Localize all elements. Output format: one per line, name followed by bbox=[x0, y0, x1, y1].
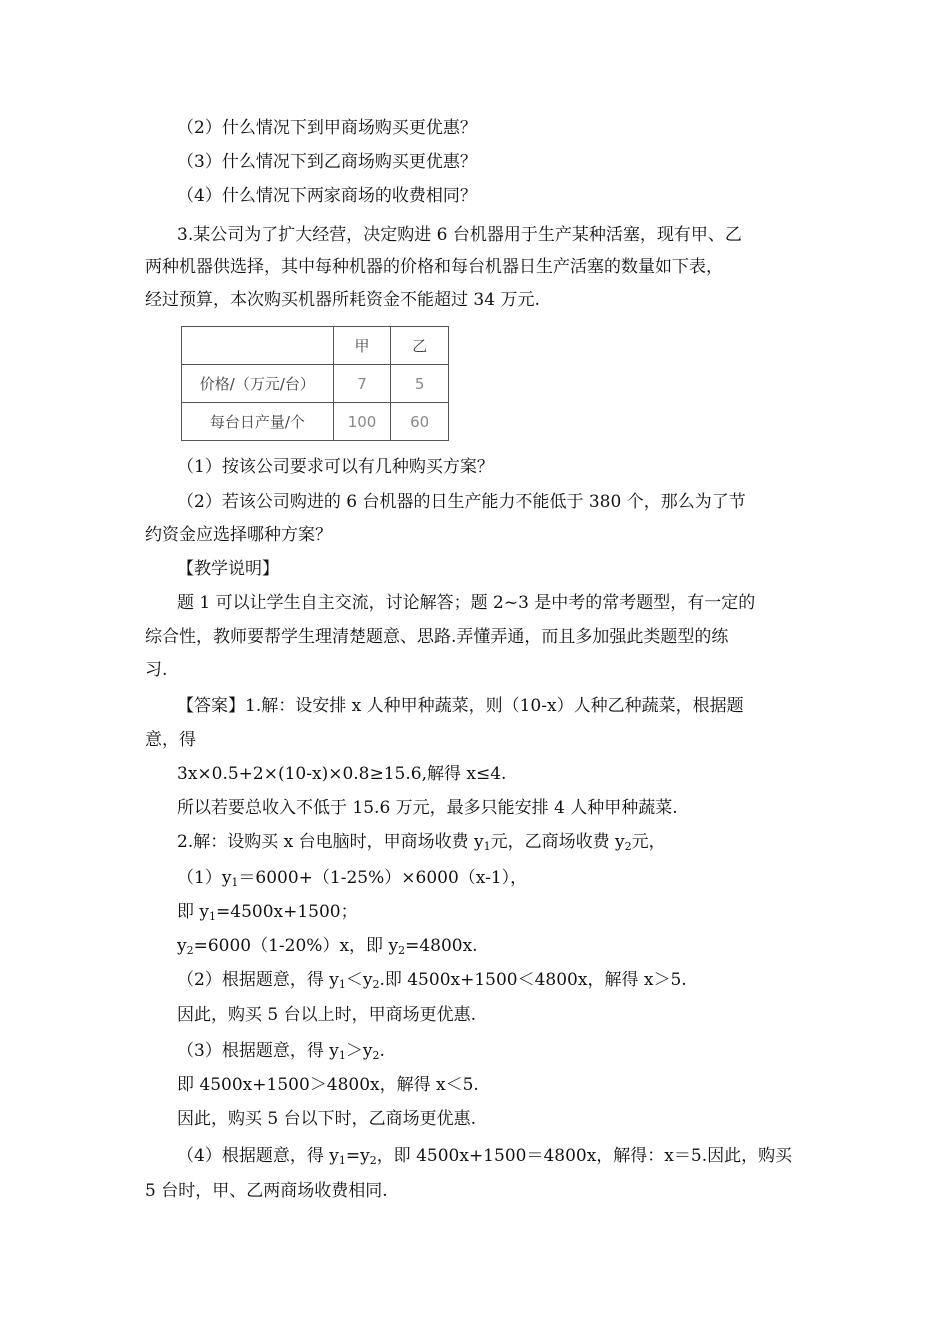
answer-1-line1: 【答案】1.解：设安排 x 人种甲种蔬菜，则（10-x）人种乙种蔬菜，根据题 bbox=[177, 696, 744, 716]
sub-question-2-line1: （2）若该公司购进的 6 台机器的日生产能力不能低于 380 个，那么为了节 bbox=[177, 492, 746, 512]
table-row bbox=[182, 403, 449, 441]
question-3-line2: 两种机器供选择，其中每种机器的价格和每台机器日生产活塞的数量如下表， bbox=[145, 257, 723, 277]
teaching-heading: 【教学说明】 bbox=[177, 559, 279, 579]
question-2-4: （4）什么情况下两家商场的收费相同？ bbox=[177, 186, 477, 206]
teaching-line3: 习. bbox=[145, 660, 168, 680]
question-3-line1: 3.某公司为了扩大经营，决定购进 6 台机器用于生产某种活塞，现有甲、乙 bbox=[177, 225, 742, 245]
table-row bbox=[182, 365, 449, 403]
answer-1-line2: 意，得 bbox=[145, 730, 196, 750]
question-3-line3: 经过预算，本次购买机器所耗资金不能超过 34 万元. bbox=[145, 290, 540, 310]
table-cell: 60 bbox=[391, 403, 449, 441]
table-header-jia: 甲 bbox=[333, 327, 391, 365]
table-row-label: 价格/（万元/台） bbox=[182, 365, 334, 403]
table-header-yi: 乙 bbox=[391, 327, 449, 365]
answer-1-line4: 所以若要总收入不低于 15.6 万元，最多只能安排 4 人种甲种蔬菜. bbox=[177, 798, 678, 818]
answer-1-line3: 3x×0.5+2×(10-x)×0.8≥15.6,解得 x≤4. bbox=[177, 764, 507, 784]
answer-2-line8: 即 4500x+1500＞4800x，解得 x＜5. bbox=[177, 1075, 479, 1095]
table-cell: 5 bbox=[391, 365, 449, 403]
teaching-line2: 综合性，教师要帮学生理清楚题意、思路.弄懂弄通，而且多加强此类题型的练 bbox=[145, 627, 729, 647]
answer-2-line6: 因此，购买 5 台以上时，甲商场更优惠. bbox=[177, 1005, 477, 1025]
answer-2-line5: （2）根据题意，得 $y_1<y_2$.即 4500x+1500＜4800x，解得 x＞5. bbox=[177, 970, 687, 991]
teaching-line1: 题 1 可以让学生自主交流，讨论解答；题 2~3 是中考的常考题型，有一定的 bbox=[177, 593, 756, 613]
table-header-row bbox=[182, 327, 449, 365]
answer-2-line2: $(1)y_1=6000+(1-25\%)\times 6000(x-1)$， bbox=[177, 868, 528, 889]
table-cell: 7 bbox=[333, 365, 391, 403]
answer-2-line4: $y_2=6000(1-20\%)x$，即 $y_2=4800x$. bbox=[177, 936, 478, 957]
answer-2-line10: （4）根据题意，得 $y_1=y_2$，即 4500x+1500＝4800x，解得：x＝5.因此，购买 bbox=[177, 1146, 793, 1167]
machine-table bbox=[181, 326, 449, 441]
answer-2-line1: 2.解：设购买 x 台电脑时，甲商场收费 $y_1$元，乙商场收费 $y_2$元， bbox=[177, 832, 666, 853]
table-cell: 100 bbox=[333, 403, 391, 441]
answer-2-line9: 因此，购买 5 台以下时，乙商场更优惠. bbox=[177, 1109, 477, 1129]
sub-question-1: （1）按该公司要求可以有几种购买方案？ bbox=[177, 457, 494, 477]
answer-2-line11: 5 台时，甲、乙两商场收费相同. bbox=[145, 1181, 388, 1201]
sub-question-2-line2: 约资金应选择哪种方案？ bbox=[145, 525, 332, 545]
answer-2-line3: 即 $y_1=4500x+1500$； bbox=[177, 902, 358, 923]
question-2-2: （2）什么情况下到甲商场购买更优惠？ bbox=[177, 118, 477, 138]
table-header-blank bbox=[182, 327, 334, 365]
question-2-3: （3）什么情况下到乙商场购买更优惠？ bbox=[177, 152, 477, 172]
answer-2-line7: （3）根据题意，得 $y_1>y_2$. bbox=[177, 1041, 385, 1062]
table-row-label: 每台日产量/个 bbox=[182, 403, 334, 441]
